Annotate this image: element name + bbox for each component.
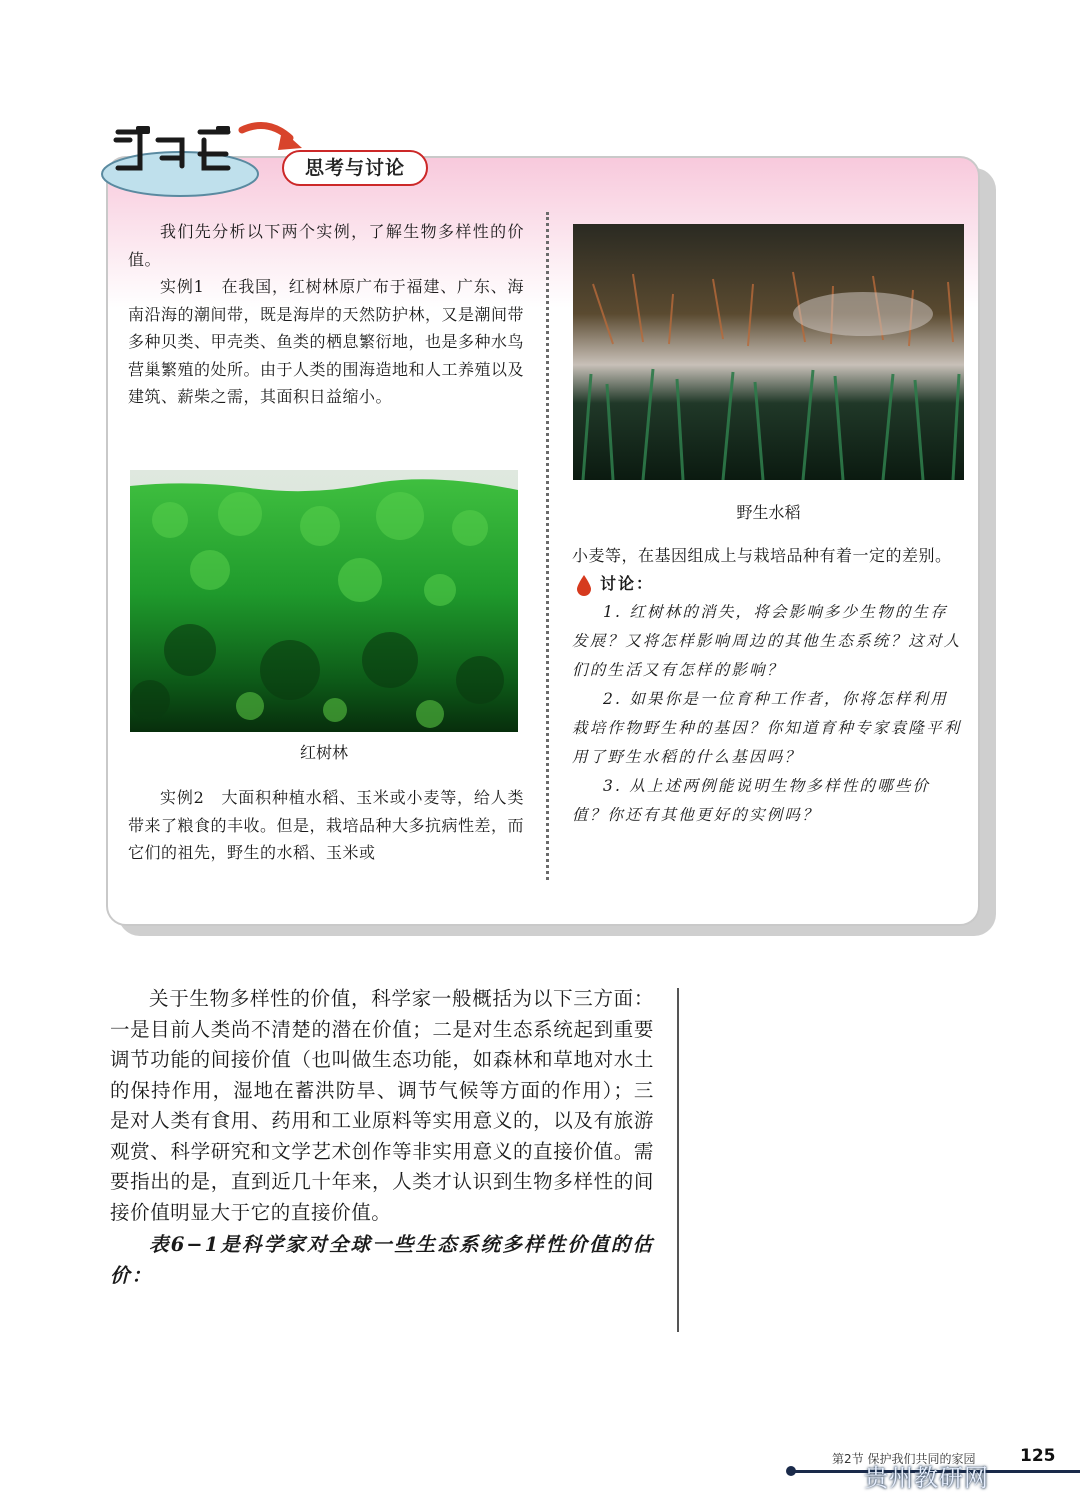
right-column-text <box>572 542 964 830</box>
mangrove-caption: 红树林 <box>299 743 348 762</box>
example2-text: 实例2 大面积种植水稻、玉米或小麦等，给人类带来了粮食的丰收。但是，栽培品种大多抗病性差，而它们的祖先，野生的水稻、玉米或 <box>128 788 525 862</box>
example1-text: 实例1 在我国，红树林原广布于福建、广东、海南沿海的潮间带，既是海岸的天然防护林，又是潮间带多种贝类、甲壳类、鱼类的栖息繁衍地，也是多种水鸟营巢繁殖的处所。由于人类的围海造地和人工养殖以及建筑、薪柴之需，其面积日益缩小。 <box>128 277 525 406</box>
main-text <box>110 984 654 1291</box>
left-column <box>128 218 524 411</box>
discuss-label: 讨论： <box>600 573 655 593</box>
question-2: 2. 如果你是一位育种工作者，你将怎样利用栽培作物野生种的基因？你知道育种专家袁隆平利用了野生水稻的什么基因吗？ <box>572 689 962 766</box>
wild-rice-photo <box>573 224 964 480</box>
discuss-heading <box>572 570 964 598</box>
footer-section-title: 第2节 保护我们共同的家园 <box>832 1452 976 1466</box>
watermark: 贵州教研网 <box>864 1464 989 1492</box>
main-paragraph-1: 关于生物多样性的价值，科学家一般概括为以下三方面：一是目前人类尚不清楚的潜在价值；二是对生态系统起到重要调节功能的间接价值（也叫做生态功能，如森林和草地对水土的保持作用，湿地在蓄洪防旱、调节气候等方面的作用）；三是对人类有食用、药用和工业原料等实用意义的，以及有旅游观赏、科学研究和文学艺术创作等非实用意义的直接价值。需要指出的是，直到近几十年来，人类才认识到生物多样性的间接价值明显大于它的直接价值。 <box>110 987 654 1224</box>
margin-rule <box>677 988 679 1332</box>
column-divider <box>546 212 549 880</box>
intro-text: 我们先分析以下两个实例，了解生物多样性的价值。 <box>128 222 524 269</box>
main-paragraph-2: 表6−1是科学家对全球一些生态系统多样性价值的估价： <box>110 1233 654 1287</box>
page-number: 125 <box>1020 1446 1056 1466</box>
example2-continued: 小麦等，在基因组成上与栽培品种有着一定的差别。 <box>572 546 952 565</box>
discussion-title: 思考与讨论 <box>282 150 428 186</box>
drop-icon <box>576 574 592 596</box>
discussion-chairs-icon <box>100 118 260 198</box>
wild-rice-caption: 野生水稻 <box>736 503 801 522</box>
question-1: 1. 红树林的消失，将会影响多少生物的生存发展？又将怎样影响周边的其他生态系统？这对人们的生活又有怎样的影响？ <box>572 602 962 679</box>
example2-block <box>128 784 524 867</box>
mangrove-photo <box>130 470 518 732</box>
question-3: 3. 从上述两例能说明生物多样性的哪些价值？你还有其他更好的实例吗？ <box>572 776 931 824</box>
